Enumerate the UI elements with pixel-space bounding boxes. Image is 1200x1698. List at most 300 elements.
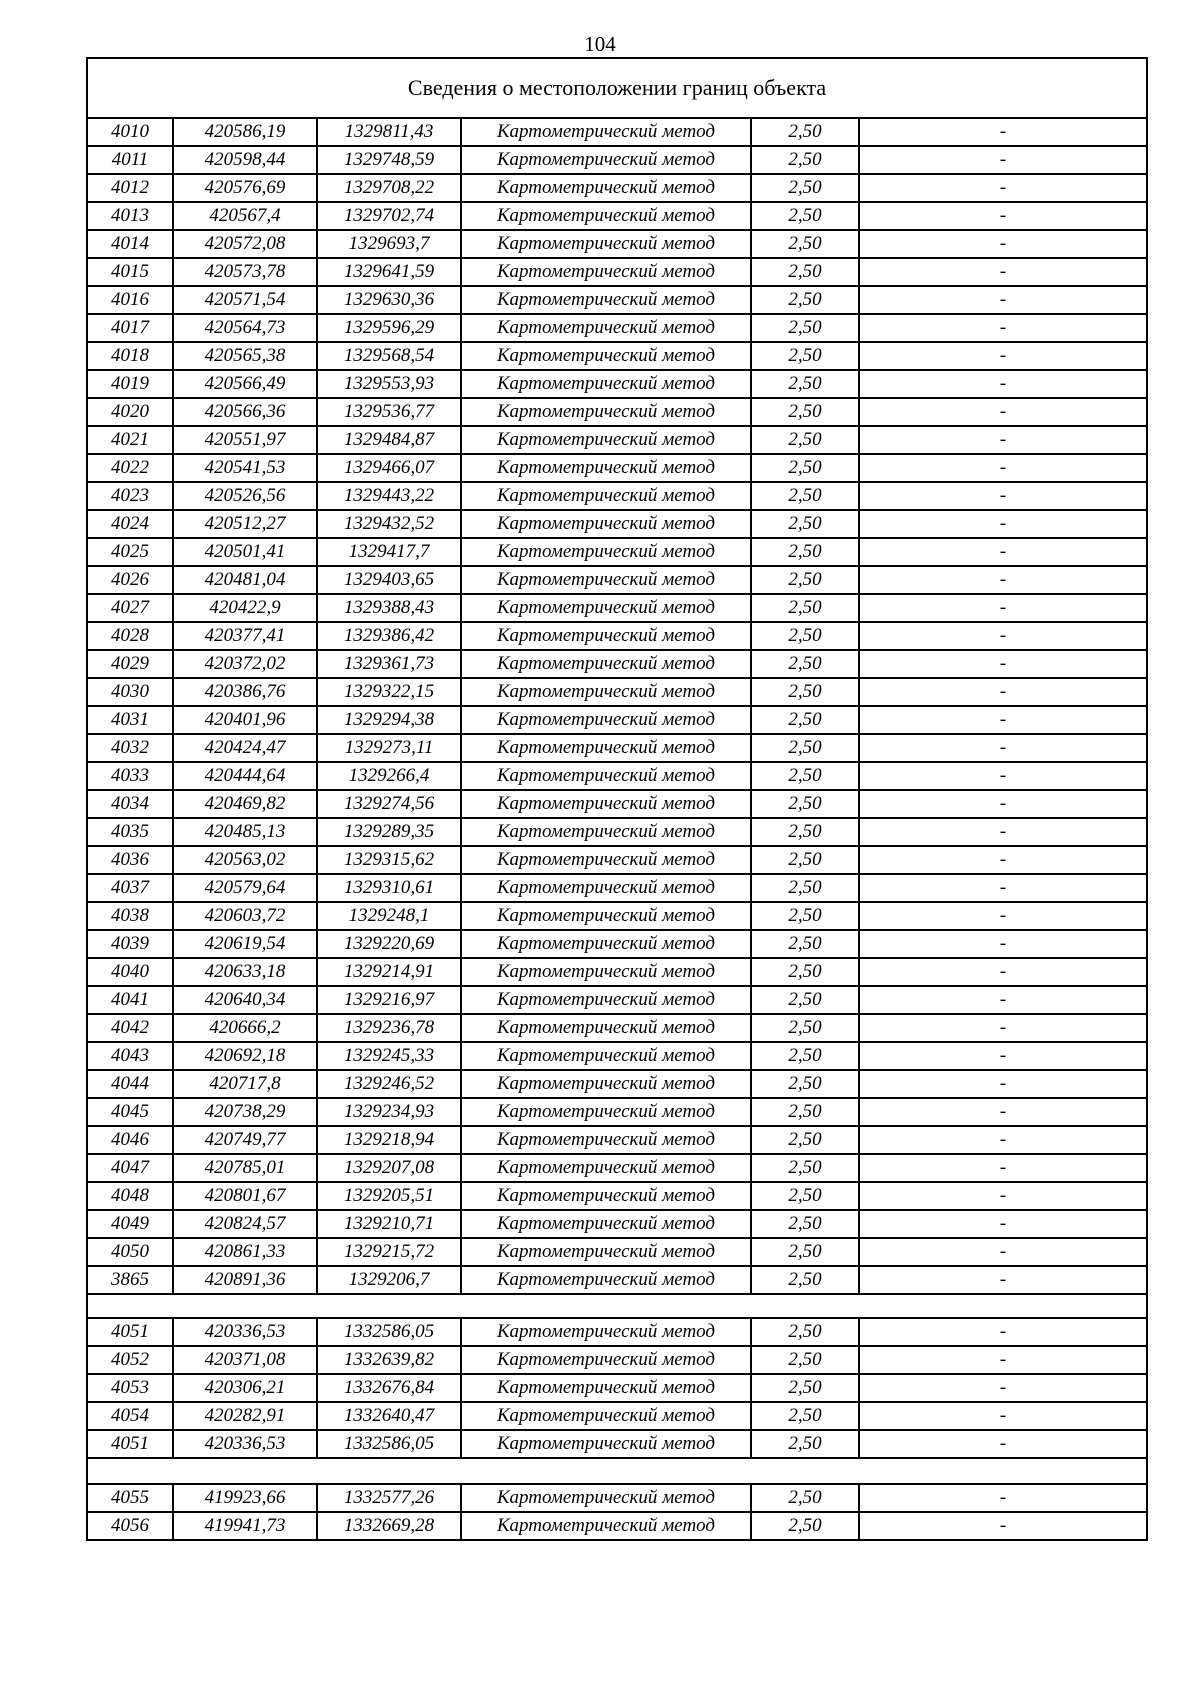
x-coordinate-cell: 420717,8 — [173, 1070, 317, 1098]
x-coordinate-cell: 420566,49 — [173, 370, 317, 398]
accuracy-cell: 2,50 — [751, 1070, 859, 1098]
x-coordinate-cell: 420666,2 — [173, 1014, 317, 1042]
point-number-cell: 4026 — [87, 566, 173, 594]
point-number-cell: 4041 — [87, 986, 173, 1014]
table-body — [87, 58, 1147, 1540]
group-separator-row — [87, 1458, 1147, 1484]
x-coordinate-cell: 420565,38 — [173, 342, 317, 370]
description-cell: - — [859, 706, 1147, 734]
method-cell: Картометрический метод — [461, 1238, 751, 1266]
description-cell: - — [859, 1318, 1147, 1346]
point-number-cell: 4052 — [87, 1346, 173, 1374]
table-row — [87, 846, 1147, 874]
method-cell: Картометрический метод — [461, 594, 751, 622]
accuracy-cell: 2,50 — [751, 1154, 859, 1182]
method-cell: Картометрический метод — [461, 174, 751, 202]
method-cell: Картометрический метод — [461, 342, 751, 370]
x-coordinate-cell: 420801,67 — [173, 1182, 317, 1210]
method-cell: Картометрический метод — [461, 1402, 751, 1430]
y-coordinate-cell: 1329553,93 — [317, 370, 461, 398]
accuracy-cell: 2,50 — [751, 370, 859, 398]
method-cell: Картометрический метод — [461, 1070, 751, 1098]
method-cell: Картометрический метод — [461, 1346, 751, 1374]
accuracy-cell: 2,50 — [751, 650, 859, 678]
table-row — [87, 1210, 1147, 1238]
description-cell: - — [859, 202, 1147, 230]
table-row — [87, 398, 1147, 426]
accuracy-cell: 2,50 — [751, 790, 859, 818]
description-cell: - — [859, 1512, 1147, 1540]
accuracy-cell: 2,50 — [751, 958, 859, 986]
point-number-cell: 4050 — [87, 1238, 173, 1266]
description-cell: - — [859, 566, 1147, 594]
accuracy-cell: 2,50 — [751, 566, 859, 594]
x-coordinate-cell: 420566,36 — [173, 398, 317, 426]
description-cell: - — [859, 174, 1147, 202]
y-coordinate-cell: 1329702,74 — [317, 202, 461, 230]
y-coordinate-cell: 1329214,91 — [317, 958, 461, 986]
y-coordinate-cell: 1329443,22 — [317, 482, 461, 510]
description-cell: - — [859, 1374, 1147, 1402]
method-cell: Картометрический метод — [461, 258, 751, 286]
description-cell: - — [859, 538, 1147, 566]
y-coordinate-cell: 1329361,73 — [317, 650, 461, 678]
point-number-cell: 4033 — [87, 762, 173, 790]
group-separator-row — [87, 1294, 1147, 1318]
description-cell: - — [859, 1182, 1147, 1210]
accuracy-cell: 2,50 — [751, 874, 859, 902]
description-cell: - — [859, 594, 1147, 622]
y-coordinate-cell: 1329596,29 — [317, 314, 461, 342]
point-number-cell: 4040 — [87, 958, 173, 986]
y-coordinate-cell: 1329205,51 — [317, 1182, 461, 1210]
accuracy-cell: 2,50 — [751, 902, 859, 930]
point-number-cell: 4042 — [87, 1014, 173, 1042]
point-number-cell: 4037 — [87, 874, 173, 902]
method-cell: Картометрический метод — [461, 1014, 751, 1042]
description-cell: - — [859, 510, 1147, 538]
point-number-cell: 4024 — [87, 510, 173, 538]
point-number-cell: 4018 — [87, 342, 173, 370]
description-cell: - — [859, 1402, 1147, 1430]
point-number-cell: 4017 — [87, 314, 173, 342]
table-row — [87, 426, 1147, 454]
table-row — [87, 958, 1147, 986]
table-row — [87, 1512, 1147, 1540]
accuracy-cell: 2,50 — [751, 1042, 859, 1070]
point-number-cell: 4011 — [87, 146, 173, 174]
x-coordinate-cell: 420485,13 — [173, 818, 317, 846]
x-coordinate-cell: 420573,78 — [173, 258, 317, 286]
description-cell: - — [859, 1266, 1147, 1294]
point-number-cell: 4044 — [87, 1070, 173, 1098]
accuracy-cell: 2,50 — [751, 286, 859, 314]
accuracy-cell: 2,50 — [751, 174, 859, 202]
description-cell: - — [859, 1098, 1147, 1126]
point-number-cell: 4031 — [87, 706, 173, 734]
method-cell: Картометрический метод — [461, 1266, 751, 1294]
x-coordinate-cell: 420377,41 — [173, 622, 317, 650]
accuracy-cell: 2,50 — [751, 1484, 859, 1512]
table-row — [87, 1182, 1147, 1210]
point-number-cell: 4038 — [87, 902, 173, 930]
y-coordinate-cell: 1329466,07 — [317, 454, 461, 482]
point-number-cell: 4054 — [87, 1402, 173, 1430]
point-number-cell: 4036 — [87, 846, 173, 874]
y-coordinate-cell: 1329432,52 — [317, 510, 461, 538]
y-coordinate-cell: 1329315,62 — [317, 846, 461, 874]
y-coordinate-cell: 1329220,69 — [317, 930, 461, 958]
description-cell: - — [859, 146, 1147, 174]
y-coordinate-cell: 1332577,26 — [317, 1484, 461, 1512]
y-coordinate-cell: 1329417,7 — [317, 538, 461, 566]
table-row — [87, 650, 1147, 678]
accuracy-cell: 2,50 — [751, 482, 859, 510]
x-coordinate-cell: 420586,19 — [173, 118, 317, 146]
x-coordinate-cell: 420564,73 — [173, 314, 317, 342]
accuracy-cell: 2,50 — [751, 1210, 859, 1238]
accuracy-cell: 2,50 — [751, 538, 859, 566]
table-title-row — [87, 58, 1147, 118]
accuracy-cell: 2,50 — [751, 986, 859, 1014]
table-row — [87, 454, 1147, 482]
description-cell: - — [859, 454, 1147, 482]
y-coordinate-cell: 1329386,42 — [317, 622, 461, 650]
table-row — [87, 1318, 1147, 1346]
y-coordinate-cell: 1329210,71 — [317, 1210, 461, 1238]
method-cell: Картометрический метод — [461, 678, 751, 706]
table-row — [87, 1374, 1147, 1402]
method-cell: Картометрический метод — [461, 314, 751, 342]
x-coordinate-cell: 420336,53 — [173, 1318, 317, 1346]
x-coordinate-cell: 420571,54 — [173, 286, 317, 314]
x-coordinate-cell: 420541,53 — [173, 454, 317, 482]
page-number: 104 — [584, 32, 616, 56]
point-number-cell: 4046 — [87, 1126, 173, 1154]
point-number-cell: 4013 — [87, 202, 173, 230]
description-cell: - — [859, 370, 1147, 398]
x-coordinate-cell: 420481,04 — [173, 566, 317, 594]
table-row — [87, 1266, 1147, 1294]
y-coordinate-cell: 1329245,33 — [317, 1042, 461, 1070]
method-cell: Картометрический метод — [461, 566, 751, 594]
x-coordinate-cell: 419923,66 — [173, 1484, 317, 1512]
description-cell: - — [859, 1014, 1147, 1042]
description-cell: - — [859, 482, 1147, 510]
x-coordinate-cell: 420640,34 — [173, 986, 317, 1014]
y-coordinate-cell: 1329693,7 — [317, 230, 461, 258]
y-coordinate-cell: 1329273,11 — [317, 734, 461, 762]
point-number-cell: 4027 — [87, 594, 173, 622]
description-cell: - — [859, 314, 1147, 342]
method-cell: Картометрический метод — [461, 1154, 751, 1182]
y-coordinate-cell: 1329266,4 — [317, 762, 461, 790]
x-coordinate-cell: 419941,73 — [173, 1512, 317, 1540]
description-cell: - — [859, 258, 1147, 286]
x-coordinate-cell: 420282,91 — [173, 1402, 317, 1430]
method-cell: Картометрический метод — [461, 146, 751, 174]
method-cell: Картометрический метод — [461, 1182, 751, 1210]
x-coordinate-cell: 420824,57 — [173, 1210, 317, 1238]
x-coordinate-cell: 420444,64 — [173, 762, 317, 790]
table-row — [87, 1346, 1147, 1374]
accuracy-cell: 2,50 — [751, 342, 859, 370]
method-cell: Картометрический метод — [461, 202, 751, 230]
boundary-coordinates-table — [86, 57, 1148, 1541]
point-number-cell: 4020 — [87, 398, 173, 426]
point-number-cell: 4014 — [87, 230, 173, 258]
method-cell: Картометрический метод — [461, 1318, 751, 1346]
point-number-cell: 4049 — [87, 1210, 173, 1238]
accuracy-cell: 2,50 — [751, 454, 859, 482]
point-number-cell: 3865 — [87, 1266, 173, 1294]
accuracy-cell: 2,50 — [751, 1402, 859, 1430]
point-number-cell: 4045 — [87, 1098, 173, 1126]
method-cell: Картометрический метод — [461, 370, 751, 398]
method-cell: Картометрический метод — [461, 930, 751, 958]
table-row — [87, 902, 1147, 930]
table-row — [87, 146, 1147, 174]
description-cell: - — [859, 650, 1147, 678]
description-cell: - — [859, 762, 1147, 790]
y-coordinate-cell: 1329748,59 — [317, 146, 461, 174]
accuracy-cell: 2,50 — [751, 622, 859, 650]
method-cell: Картометрический метод — [461, 622, 751, 650]
x-coordinate-cell: 420633,18 — [173, 958, 317, 986]
method-cell: Картометрический метод — [461, 762, 751, 790]
point-number-cell: 4032 — [87, 734, 173, 762]
description-cell: - — [859, 734, 1147, 762]
y-coordinate-cell: 1329206,7 — [317, 1266, 461, 1294]
y-coordinate-cell: 1329641,59 — [317, 258, 461, 286]
y-coordinate-cell: 1329216,97 — [317, 986, 461, 1014]
y-coordinate-cell: 1329236,78 — [317, 1014, 461, 1042]
y-coordinate-cell: 1329484,87 — [317, 426, 461, 454]
table-row — [87, 230, 1147, 258]
method-cell: Картометрический метод — [461, 286, 751, 314]
method-cell: Картометрический метод — [461, 1430, 751, 1458]
table-row — [87, 1014, 1147, 1042]
point-number-cell: 4047 — [87, 1154, 173, 1182]
accuracy-cell: 2,50 — [751, 1126, 859, 1154]
accuracy-cell: 2,50 — [751, 1014, 859, 1042]
accuracy-cell: 2,50 — [751, 1182, 859, 1210]
accuracy-cell: 2,50 — [751, 314, 859, 342]
table-row — [87, 1070, 1147, 1098]
y-coordinate-cell: 1332639,82 — [317, 1346, 461, 1374]
table-row — [87, 314, 1147, 342]
method-cell: Картометрический метод — [461, 874, 751, 902]
description-cell: - — [859, 986, 1147, 1014]
point-number-cell: 4021 — [87, 426, 173, 454]
y-coordinate-cell: 1329403,65 — [317, 566, 461, 594]
x-coordinate-cell: 420401,96 — [173, 706, 317, 734]
x-coordinate-cell: 420738,29 — [173, 1098, 317, 1126]
x-coordinate-cell: 420371,08 — [173, 1346, 317, 1374]
table-row — [87, 1484, 1147, 1512]
table-row — [87, 566, 1147, 594]
table-row — [87, 818, 1147, 846]
table-row — [87, 1402, 1147, 1430]
table-row — [87, 174, 1147, 202]
x-coordinate-cell: 420785,01 — [173, 1154, 317, 1182]
description-cell: - — [859, 902, 1147, 930]
description-cell: - — [859, 1430, 1147, 1458]
point-number-cell: 4048 — [87, 1182, 173, 1210]
point-number-cell: 4019 — [87, 370, 173, 398]
description-cell: - — [859, 790, 1147, 818]
accuracy-cell: 2,50 — [751, 1374, 859, 1402]
table-row — [87, 286, 1147, 314]
point-number-cell: 4028 — [87, 622, 173, 650]
method-cell: Картометрический метод — [461, 482, 751, 510]
method-cell: Картометрический метод — [461, 1098, 751, 1126]
y-coordinate-cell: 1329294,38 — [317, 706, 461, 734]
table-row — [87, 510, 1147, 538]
y-coordinate-cell: 1332640,47 — [317, 1402, 461, 1430]
point-number-cell: 4034 — [87, 790, 173, 818]
x-coordinate-cell: 420563,02 — [173, 846, 317, 874]
table-row — [87, 874, 1147, 902]
x-coordinate-cell: 420306,21 — [173, 1374, 317, 1402]
table-row — [87, 202, 1147, 230]
accuracy-cell: 2,50 — [751, 146, 859, 174]
table-row — [87, 930, 1147, 958]
description-cell: - — [859, 1070, 1147, 1098]
description-cell: - — [859, 1484, 1147, 1512]
table-row — [87, 1430, 1147, 1458]
accuracy-cell: 2,50 — [751, 230, 859, 258]
table-row — [87, 538, 1147, 566]
x-coordinate-cell: 420501,41 — [173, 538, 317, 566]
y-coordinate-cell: 1329248,1 — [317, 902, 461, 930]
method-cell: Картометрический метод — [461, 818, 751, 846]
description-cell: - — [859, 426, 1147, 454]
description-cell: - — [859, 958, 1147, 986]
method-cell: Картометрический метод — [461, 650, 751, 678]
y-coordinate-cell: 1329310,61 — [317, 874, 461, 902]
table-row — [87, 1098, 1147, 1126]
accuracy-cell: 2,50 — [751, 930, 859, 958]
method-cell: Картометрический метод — [461, 118, 751, 146]
point-number-cell: 4025 — [87, 538, 173, 566]
point-number-cell: 4035 — [87, 818, 173, 846]
method-cell: Картометрический метод — [461, 398, 751, 426]
x-coordinate-cell: 420469,82 — [173, 790, 317, 818]
description-cell: - — [859, 1238, 1147, 1266]
accuracy-cell: 2,50 — [751, 678, 859, 706]
point-number-cell: 4039 — [87, 930, 173, 958]
table-row — [87, 1042, 1147, 1070]
group-separator-cell — [87, 1294, 1147, 1318]
accuracy-cell: 2,50 — [751, 594, 859, 622]
y-coordinate-cell: 1332586,05 — [317, 1318, 461, 1346]
table-row — [87, 706, 1147, 734]
y-coordinate-cell: 1329388,43 — [317, 594, 461, 622]
accuracy-cell: 2,50 — [751, 1430, 859, 1458]
x-coordinate-cell: 420579,64 — [173, 874, 317, 902]
x-coordinate-cell: 420692,18 — [173, 1042, 317, 1070]
method-cell: Картометрический метод — [461, 706, 751, 734]
point-number-cell: 4051 — [87, 1318, 173, 1346]
description-cell: - — [859, 286, 1147, 314]
accuracy-cell: 2,50 — [751, 1238, 859, 1266]
table-row — [87, 594, 1147, 622]
y-coordinate-cell: 1329630,36 — [317, 286, 461, 314]
y-coordinate-cell: 1332586,05 — [317, 1430, 461, 1458]
table-row — [87, 342, 1147, 370]
accuracy-cell: 2,50 — [751, 118, 859, 146]
point-number-cell: 4023 — [87, 482, 173, 510]
y-coordinate-cell: 1329708,22 — [317, 174, 461, 202]
point-number-cell: 4056 — [87, 1512, 173, 1540]
method-cell: Картометрический метод — [461, 958, 751, 986]
x-coordinate-cell: 420422,9 — [173, 594, 317, 622]
x-coordinate-cell: 420603,72 — [173, 902, 317, 930]
description-cell: - — [859, 846, 1147, 874]
point-number-cell: 4030 — [87, 678, 173, 706]
accuracy-cell: 2,50 — [751, 258, 859, 286]
description-cell: - — [859, 230, 1147, 258]
accuracy-cell: 2,50 — [751, 1346, 859, 1374]
accuracy-cell: 2,50 — [751, 426, 859, 454]
description-cell: - — [859, 398, 1147, 426]
y-coordinate-cell: 1329274,56 — [317, 790, 461, 818]
x-coordinate-cell: 420424,47 — [173, 734, 317, 762]
y-coordinate-cell: 1329536,77 — [317, 398, 461, 426]
accuracy-cell: 2,50 — [751, 1266, 859, 1294]
table-row — [87, 482, 1147, 510]
x-coordinate-cell: 420512,27 — [173, 510, 317, 538]
accuracy-cell: 2,50 — [751, 734, 859, 762]
accuracy-cell: 2,50 — [751, 846, 859, 874]
group-separator-cell — [87, 1458, 1147, 1484]
table-row — [87, 790, 1147, 818]
x-coordinate-cell: 420861,33 — [173, 1238, 317, 1266]
x-coordinate-cell: 420551,97 — [173, 426, 317, 454]
method-cell: Картометрический метод — [461, 1042, 751, 1070]
y-coordinate-cell: 1329207,08 — [317, 1154, 461, 1182]
y-coordinate-cell: 1329322,15 — [317, 678, 461, 706]
accuracy-cell: 2,50 — [751, 1512, 859, 1540]
table-row — [87, 1126, 1147, 1154]
y-coordinate-cell: 1329811,43 — [317, 118, 461, 146]
accuracy-cell: 2,50 — [751, 510, 859, 538]
x-coordinate-cell: 420749,77 — [173, 1126, 317, 1154]
method-cell: Картометрический метод — [461, 230, 751, 258]
x-coordinate-cell: 420526,56 — [173, 482, 317, 510]
method-cell: Картометрический метод — [461, 846, 751, 874]
table-row — [87, 734, 1147, 762]
method-cell: Картометрический метод — [461, 1126, 751, 1154]
method-cell: Картометрический метод — [461, 902, 751, 930]
description-cell: - — [859, 1346, 1147, 1374]
point-number-cell: 4043 — [87, 1042, 173, 1070]
point-number-cell: 4016 — [87, 286, 173, 314]
accuracy-cell: 2,50 — [751, 1318, 859, 1346]
x-coordinate-cell: 420891,36 — [173, 1266, 317, 1294]
description-cell: - — [859, 874, 1147, 902]
point-number-cell: 4029 — [87, 650, 173, 678]
x-coordinate-cell: 420372,02 — [173, 650, 317, 678]
table-row — [87, 118, 1147, 146]
y-coordinate-cell: 1329289,35 — [317, 818, 461, 846]
x-coordinate-cell: 420619,54 — [173, 930, 317, 958]
method-cell: Картометрический метод — [461, 538, 751, 566]
method-cell: Картометрический метод — [461, 986, 751, 1014]
description-cell: - — [859, 1126, 1147, 1154]
table-row — [87, 622, 1147, 650]
